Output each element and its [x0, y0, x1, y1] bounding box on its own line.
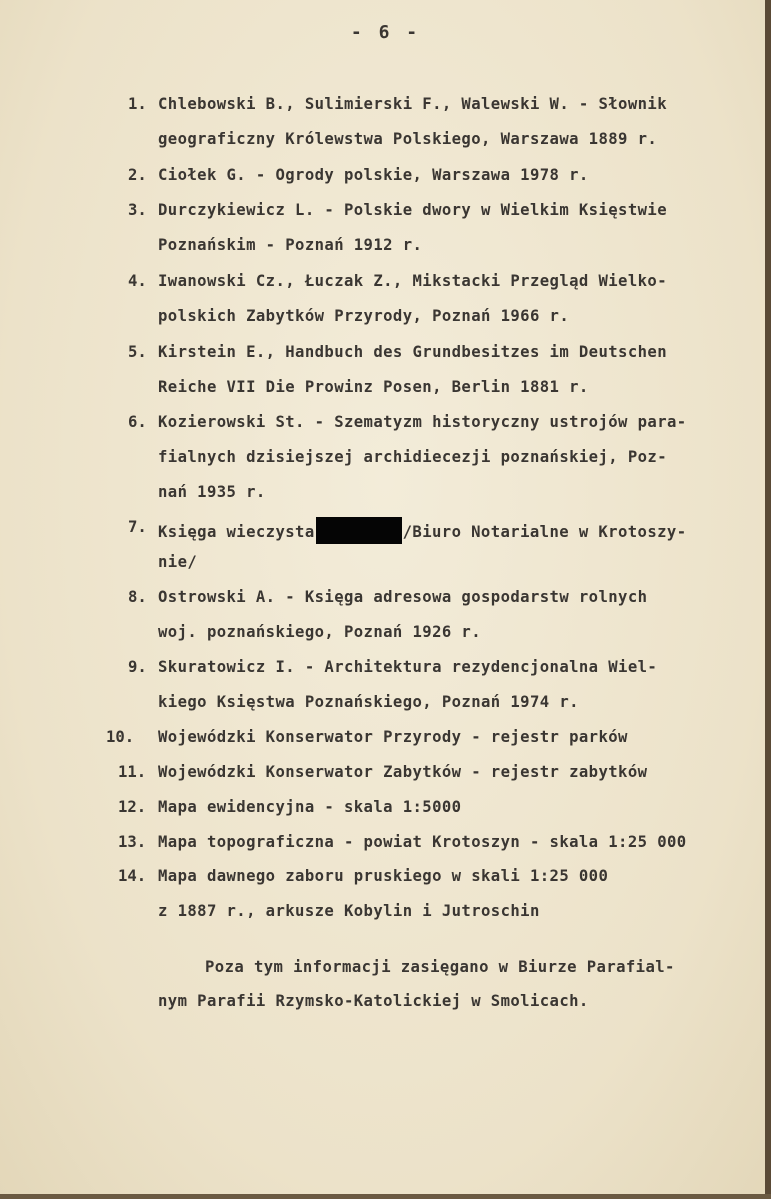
entry-number: 6.: [128, 413, 147, 431]
entry-line: Kirstein E., Handbuch des Grundbesitzes im Deutschen: [158, 343, 667, 361]
entry-line: Durczykiewicz L. - Polskie dwory w Wielkim Księstwie: [158, 201, 667, 219]
entry-line: Ostrowski A. - Księga adresowa gospodarstw rolnych: [158, 588, 648, 606]
entry-number: 14.: [118, 867, 147, 885]
entry-line: [158, 517, 686, 544]
entry-line: Mapa ewidencyjna - skala 1:5000: [158, 798, 462, 816]
entry-line: nań 1935 r.: [158, 483, 266, 501]
entry-line: Mapa dawnego zaboru pruskiego w skali 1:25 000: [158, 867, 609, 885]
entry-line: kiego Księstwa Poznańskiego, Poznań 1974 r.: [158, 693, 579, 711]
entry-number: 5.: [128, 343, 147, 361]
entry-number: 8.: [128, 588, 147, 606]
entry-line: Wojewódzki Konserwator Przyrody - rejestr parków: [158, 728, 628, 746]
entry-number: 2.: [128, 166, 147, 184]
entry-number: 11.: [118, 763, 147, 781]
page-edge-right: [765, 0, 771, 1199]
entry-number: 1.: [128, 95, 147, 113]
entry-line: Wojewódzki Konserwator Zabytków - rejestr zabytków: [158, 763, 648, 781]
entry-number: 12.: [118, 798, 147, 816]
entry-number: 4.: [128, 272, 147, 290]
entry-line: Kozierowski St. - Szematyzm historyczny ustrojów para-: [158, 413, 687, 431]
entry-line: geograficzny Królewstwa Polskiego, Warszawa 1889 r.: [158, 130, 658, 148]
closing-paragraph-line: nym Parafii Rzymsko-Katolickiej w Smolicach.: [158, 992, 589, 1010]
entry-line: Skuratowicz I. - Architektura rezydencjonalna Wiel-: [158, 658, 658, 676]
page-number: - 6 -: [350, 22, 421, 43]
closing-paragraph-line: Poza tym informacji zasięgano w Biurze Parafial-: [205, 958, 675, 976]
entry-line: nie/: [158, 553, 198, 571]
entry-line: Poznańskim - Poznań 1912 r.: [158, 236, 423, 254]
entry-line-text: /Biuro Notarialne w Krotoszy-: [402, 523, 687, 541]
entry-line: z 1887 r., arkusze Kobylin i Jutroschin: [158, 902, 540, 920]
entry-number: 13.: [118, 833, 147, 851]
redaction-block: [316, 517, 402, 544]
entry-line: polskich Zabytków Przyrody, Poznań 1966 r.: [158, 307, 570, 325]
entry-line: Ciołek G. - Ogrody polskie, Warszawa 1978 r.: [158, 166, 589, 184]
entry-number: 3.: [128, 201, 147, 219]
entry-number: 10.: [106, 728, 135, 746]
entry-line: Chlebowski B., Sulimierski F., Walewski W. - Słownik: [158, 95, 667, 113]
entry-number: 9.: [128, 658, 147, 676]
entry-line: woj. poznańskiego, Poznań 1926 r.: [158, 623, 482, 641]
entry-line: Mapa topograficzna - powiat Krotoszyn - skala 1:25 000: [158, 833, 687, 851]
entry-line: fialnych dzisiejszej archidiecezji poznańskiej, Poz-: [158, 448, 667, 466]
entry-line: Reiche VII Die Prowinz Posen, Berlin 1881 r.: [158, 378, 589, 396]
entry-number: 7.: [128, 518, 147, 536]
entry-line-text: Księga wieczysta: [158, 523, 315, 541]
entry-line: Iwanowski Cz., Łuczak Z., Mikstacki Przegląd Wielko-: [158, 272, 667, 290]
page-edge-bottom: [0, 1194, 771, 1199]
